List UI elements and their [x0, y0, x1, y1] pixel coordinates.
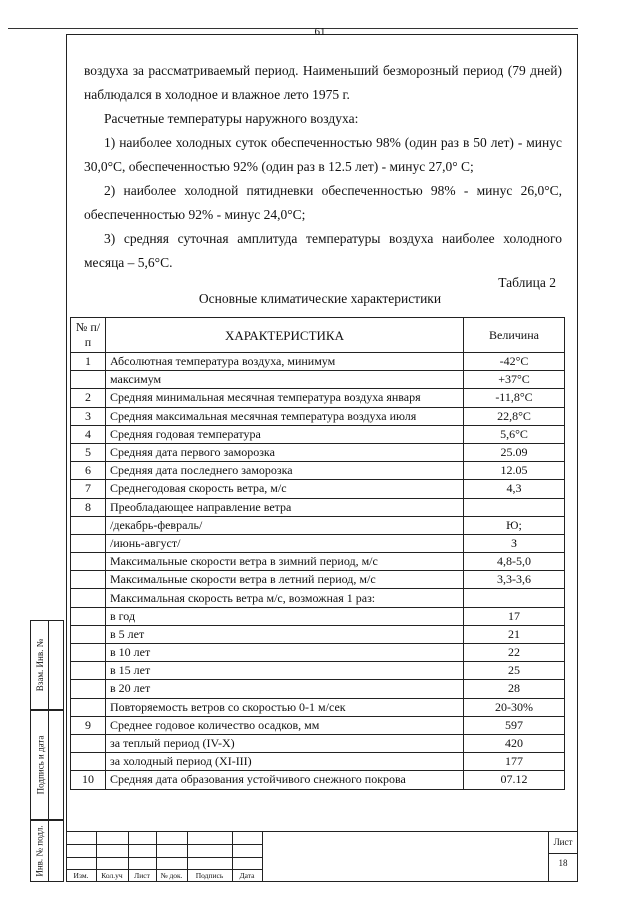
page-number: 61 — [314, 26, 326, 38]
stamp-caption-sheet: Лист — [134, 871, 150, 880]
row-value: 4,3 — [464, 480, 565, 498]
row-num: 2 — [71, 389, 106, 407]
header-value: Величина — [464, 318, 565, 353]
table-row — [71, 771, 565, 789]
row-value: Ю; — [464, 516, 565, 534]
row-characteristic: за холодный период (XI-III) — [106, 753, 464, 771]
row-value: 597 — [464, 716, 565, 734]
row-characteristic: в 15 лет — [106, 662, 464, 680]
table-row — [71, 425, 565, 443]
table-row — [71, 589, 565, 607]
table-row — [71, 625, 565, 643]
row-characteristic: Абсолютная температура воздуха, минимум — [106, 353, 464, 371]
side-label-replacement: Взам. Инв. № — [35, 638, 45, 692]
row-num — [71, 698, 106, 716]
table-row — [71, 371, 565, 389]
stamp-caption-count: Кол.уч — [101, 871, 123, 880]
row-num — [71, 662, 106, 680]
table-row — [71, 734, 565, 752]
table-row — [71, 407, 565, 425]
table-row — [71, 534, 565, 552]
table-row — [71, 680, 565, 698]
row-characteristic: в 20 лет — [106, 680, 464, 698]
row-value: 17 — [464, 607, 565, 625]
row-num — [71, 753, 106, 771]
side-label-inventory: Инв. № подл. — [35, 825, 45, 877]
row-num: 9 — [71, 716, 106, 734]
paragraph-continuation: воздуха за рассматриваемый период. Наименьший безморозный период (79 дней) наблюдался в холодное и влажное лето 1975 г. — [84, 63, 562, 102]
row-num: 3 — [71, 407, 106, 425]
table-row — [71, 553, 565, 571]
table-row — [71, 516, 565, 534]
row-value: 5,6°С — [464, 425, 565, 443]
title-block — [66, 831, 578, 882]
row-value: 25.09 — [464, 443, 565, 461]
row-value: 28 — [464, 680, 565, 698]
side-stamp-inventory — [30, 820, 64, 882]
row-num: 10 — [71, 771, 106, 789]
stamp-caption-signature: Подпись — [195, 871, 224, 880]
table-row — [71, 443, 565, 461]
table-row — [71, 353, 565, 371]
row-characteristic: в год — [106, 607, 464, 625]
table-row — [71, 644, 565, 662]
row-value: -11,8°С — [464, 389, 565, 407]
row-num — [71, 734, 106, 752]
table-row — [71, 753, 565, 771]
row-num — [71, 625, 106, 643]
row-characteristic: Среднее годовое количество осадков, мм — [106, 716, 464, 734]
row-characteristic: Преобладающее направление ветра — [106, 498, 464, 516]
row-num — [71, 644, 106, 662]
row-num — [71, 516, 106, 534]
climate-table — [70, 317, 565, 790]
stamp-caption-doc: № док. — [160, 871, 183, 880]
table-row — [71, 571, 565, 589]
row-characteristic: /июнь-август/ — [106, 534, 464, 552]
row-value — [464, 589, 565, 607]
row-characteristic: Максимальная скорость ветра м/с, возможная 1 раз: — [106, 589, 464, 607]
row-value: З — [464, 534, 565, 552]
stamp-caption-change: Изм. — [73, 871, 89, 880]
row-num — [71, 371, 106, 389]
table-row — [71, 498, 565, 516]
row-value: 22,8°С — [464, 407, 565, 425]
row-value: 177 — [464, 753, 565, 771]
row-value: 420 — [464, 734, 565, 752]
row-num — [71, 680, 106, 698]
row-characteristic: Средняя годовая температура — [106, 425, 464, 443]
row-num — [71, 589, 106, 607]
row-characteristic: Средняя дата последнего заморозка — [106, 462, 464, 480]
side-stamp-signature — [30, 710, 64, 820]
paragraph-item-2: 2) наиболее холодной пятидневки обеспеченностью 98% - минус 26,0°С, обеспеченностью 92% - минус 24,0°С; — [84, 183, 562, 222]
row-value: 20-30% — [464, 698, 565, 716]
row-value: +37°С — [464, 371, 565, 389]
row-value: -42°С — [464, 353, 565, 371]
table-row — [71, 462, 565, 480]
row-value — [464, 498, 565, 516]
paragraph-design-temps: Расчетные температуры наружного воздуха: — [104, 111, 359, 126]
outer-border-top — [8, 28, 578, 29]
row-num: 5 — [71, 443, 106, 461]
row-characteristic: в 10 лет — [106, 644, 464, 662]
stamp-caption-date: Дата — [239, 871, 255, 880]
side-stamp-replacement — [30, 620, 64, 710]
row-num: 7 — [71, 480, 106, 498]
row-characteristic: в 5 лет — [106, 625, 464, 643]
row-characteristic: Среднегодовая скорость ветра, м/с — [106, 480, 464, 498]
row-num — [71, 571, 106, 589]
header-num: № п/п — [71, 318, 106, 353]
table-row — [71, 480, 565, 498]
header-characteristic: ХАРАКТЕРИСТИКА — [106, 318, 464, 353]
row-value: 21 — [464, 625, 565, 643]
table-row — [71, 698, 565, 716]
row-characteristic: максимум — [106, 371, 464, 389]
row-value: 07.12 — [464, 771, 565, 789]
row-num: 8 — [71, 498, 106, 516]
row-num — [71, 607, 106, 625]
row-num: 6 — [71, 462, 106, 480]
row-characteristic: Средняя дата образования устойчивого снежного покрова — [106, 771, 464, 789]
table-row — [71, 389, 565, 407]
row-value: 3,3-3,6 — [464, 571, 565, 589]
row-characteristic: Максимальные скорости ветра в зимний период, м/с — [106, 553, 464, 571]
table-header-row — [71, 318, 565, 353]
row-characteristic: Максимальные скорости ветра в летний период, м/с — [106, 571, 464, 589]
row-value: 22 — [464, 644, 565, 662]
row-num: 4 — [71, 425, 106, 443]
row-num — [71, 534, 106, 552]
row-characteristic: за теплый период (IV-X) — [106, 734, 464, 752]
row-characteristic: Средняя дата первого заморозка — [106, 443, 464, 461]
table-title: Основные климатические характеристики — [198, 291, 442, 306]
paragraph-item-3: 3) средняя суточная амплитуда температуры воздуха наиболее холодного месяца – 5,6°С. — [84, 231, 562, 270]
sheet-label: Лист — [553, 837, 573, 847]
paragraph-item-1: 1) наиболее холодных суток обеспеченностью 98% (один раз в 50 лет) - минус 30,0°С, обеспеченностью 92% (один раз в 12.5 лет) - минус 27,0° С; — [84, 135, 562, 174]
table-label: Таблица 2 — [498, 275, 556, 290]
row-num — [71, 553, 106, 571]
row-characteristic: Средняя максимальная месячная температура воздуха июля — [106, 407, 464, 425]
row-characteristic: /декабрь-февраль/ — [106, 516, 464, 534]
row-num: 1 — [71, 353, 106, 371]
side-label-signature: Подпись и дата — [35, 735, 45, 795]
row-characteristic: Повторяемость ветров со скоростью 0-1 м/сек — [106, 698, 464, 716]
row-value: 12.05 — [464, 462, 565, 480]
table-row — [71, 662, 565, 680]
row-characteristic: Средняя минимальная месячная температура воздуха января — [106, 389, 464, 407]
row-value: 25 — [464, 662, 565, 680]
sheet-number: 18 — [558, 858, 568, 868]
table-row — [71, 716, 565, 734]
row-value: 4,8-5,0 — [464, 553, 565, 571]
table-row — [71, 607, 565, 625]
